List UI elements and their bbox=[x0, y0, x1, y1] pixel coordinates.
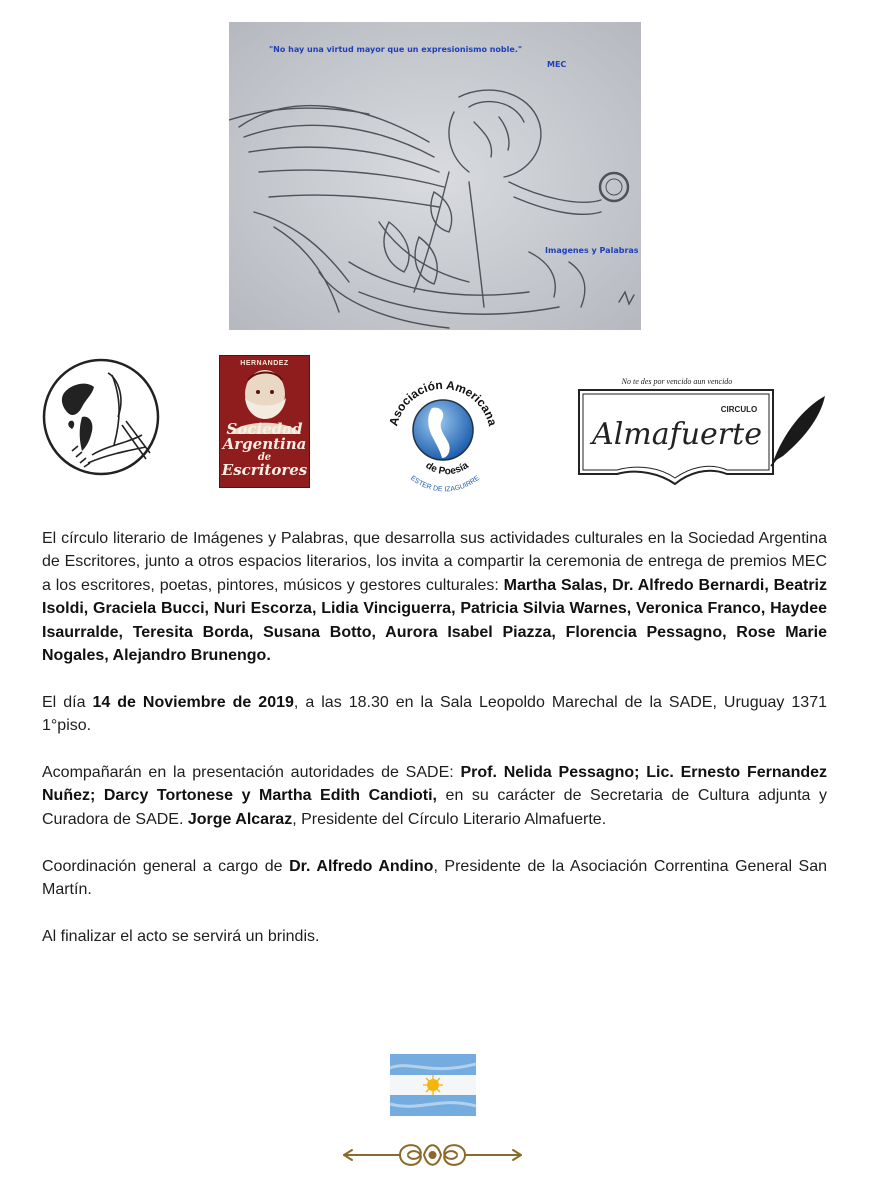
almafuerte-name: Almafuerte bbox=[592, 417, 762, 452]
almafuerte-circulo: CIRCULO bbox=[720, 405, 758, 414]
paragraph-invitation bbox=[42, 527, 827, 667]
aap-arc-mid: de Poesía bbox=[423, 460, 471, 478]
invitation-intro: El círculo literario de Imágenes y Palabras, que desarrolla sus actividades culturales en la Sociedad Argentina de Escritores, junto a otros espacios literarios, los invita a compartir la ceremonia de entrega de premios MEC a los escritores, poetas, pintores, músicos y gestores culturales: bbox=[42, 530, 827, 594]
event-date: 14 de Noviembre de 2019 bbox=[92, 693, 294, 711]
paragraph-toast: Al finalizar el acto se servirá un brindis. bbox=[42, 927, 320, 945]
sade-line-4: Escritores bbox=[221, 461, 308, 479]
coordination-prefix: Coordinación general a cargo de bbox=[42, 857, 290, 875]
almafuerte-banner-icon bbox=[577, 374, 829, 486]
angel-drawing bbox=[229, 22, 641, 330]
scroll-ornament-icon bbox=[340, 1136, 525, 1174]
ornament-flourish bbox=[340, 1136, 525, 1174]
paragraph-authorities bbox=[42, 761, 827, 831]
almafuerte-motto: No te des por vencido aun vencido bbox=[621, 377, 733, 386]
aap-globe-icon bbox=[382, 366, 504, 496]
sade-logo bbox=[219, 355, 310, 488]
hero-author: MEC bbox=[547, 60, 567, 69]
date-prefix: El día bbox=[42, 693, 93, 711]
globe-quill-icon bbox=[42, 355, 160, 479]
almafuerte-logo bbox=[577, 374, 829, 486]
invitation-body bbox=[42, 527, 827, 948]
authorities-names: Prof. Nelida Pessagno; Lic. Ernesto Fernandez Nuñez; Darcy Tortonese y Martha Edith Candioti, bbox=[42, 764, 828, 805]
globe-emblem-logo bbox=[42, 355, 160, 479]
sade-name bbox=[220, 422, 309, 478]
paragraph-coordination bbox=[42, 855, 827, 902]
hero-quote: "No hay una virtud mayor que un expresionismo noble." bbox=[269, 45, 523, 54]
hero-caption: Imagenes y Palabras bbox=[545, 246, 639, 255]
sun-of-may-icon bbox=[390, 1054, 476, 1116]
sade-line-1: Sociedad bbox=[226, 420, 303, 438]
sade-top-word: HERNANDEZ bbox=[240, 360, 289, 367]
coordinator-name: Dr. Alfredo Andino bbox=[289, 857, 434, 875]
honorees-list: Martha Salas, Dr. Alfredo Bernardi, Beatriz Isoldi, Graciela Bucci, Nuri Escorza, Lidia Vinciguerra, Patricia Silvia Warnes, Veronica Franco, Haydee Isaurralde, Teresita Borda, Susana Botto, Aurora Isabel Piazza, Florencia Pessagno, Rose Marie Nogales, Alejandro Brunengo. bbox=[42, 576, 828, 665]
hero-illustration bbox=[229, 22, 641, 330]
authorities-role: en su carácter de Secretaria de Cultura adjunta y Curadora de SADE. bbox=[42, 787, 827, 828]
sade-line-3: de bbox=[257, 452, 272, 463]
aap-arc-bottom: ESTER DE IZAGUIRRE bbox=[408, 474, 482, 494]
coordinator-role: , Presidente de la Asociación Correntina General San Martín. bbox=[42, 857, 828, 899]
argentina-flag-icon bbox=[390, 1054, 476, 1116]
authorities-prefix: Acompañarán en la presentación autoridades de SADE: bbox=[42, 764, 461, 782]
alcaraz-role: , Presidente del Círculo Literario Almafuerte. bbox=[292, 810, 607, 828]
svg-text:ESTER DE IZAGUIRRE bbox=[409, 475, 481, 494]
svg-text:de Poesía bbox=[423, 460, 470, 477]
event-location: , a las 18.30 en la Sala Leopoldo Marechal de la SADE, Uruguay 1371 1°piso. bbox=[42, 693, 827, 735]
paragraph-date bbox=[42, 691, 827, 738]
sade-line-2: Argentina bbox=[222, 435, 307, 453]
aap-logo bbox=[382, 366, 504, 496]
aap-arc-top: Asociación Americana bbox=[386, 377, 500, 428]
authority-alcaraz: Jorge Alcaraz bbox=[187, 810, 293, 828]
